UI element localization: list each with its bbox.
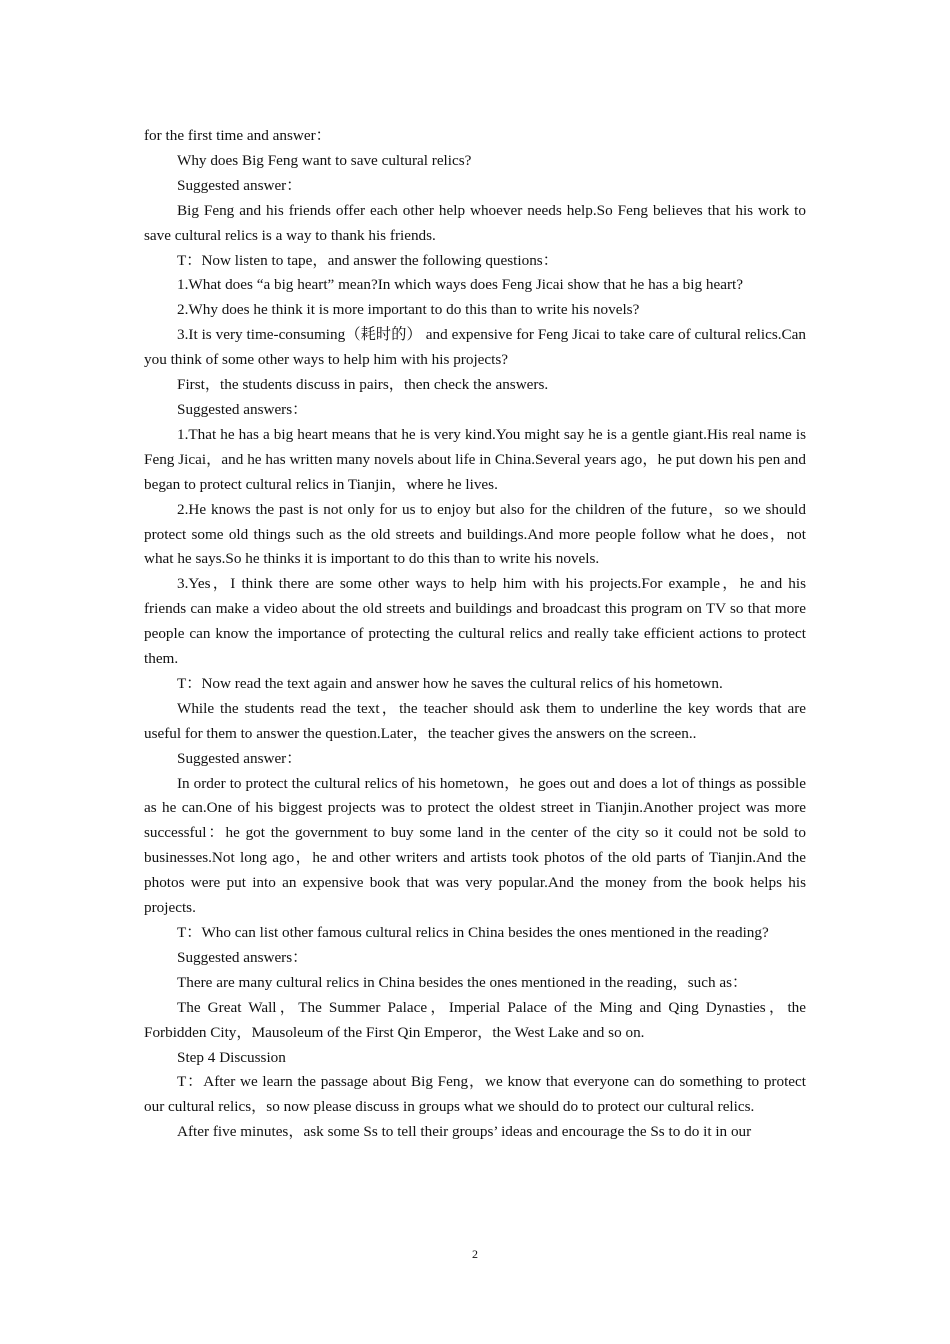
paragraph-label: Suggested answers： xyxy=(177,400,308,418)
paragraph-teacher-instruction: T：Now listen to tape，and answer the following questions： xyxy=(177,251,558,269)
paragraph-answer: There are many cultural relics in China besides the ones mentioned in the reading，such as： xyxy=(177,973,748,991)
paragraph-label: Suggested answer： xyxy=(177,176,302,194)
step-heading: Step 4 Discussion xyxy=(177,1048,286,1066)
paragraph-answer-2: 2.He knows the past is not only for us to enjoy but also for the children of the future，so we should protect some old things such as the old streets and buildings.And more people follow what he does，not what he says.So he thinks it is important to do this than to write his novels. xyxy=(144,500,806,568)
paragraph-answer-3: 3.Yes，I think there are some other ways to help him with his projects.For example，he and his friends can make a video about the old streets and buildings and broadcast this program on TV so that more people can know the importance of protecting the cultural relics and really take efficient actions to protect them. xyxy=(144,575,806,668)
paragraph-relic-list: The Great Wall，The Summer Palace，Imperial Palace of the Ming and Qing Dynasties，the Forbidden City，Mausoleum of the First Qin Emperor，the West Lake and so on. xyxy=(144,998,806,1041)
paragraph-answer-1: 1.That he has a big heart means that he is very kind.You might say he is a gentle giant.His real name is Feng Jicai，and he has written many novels about life in China.Several years ago，he put down his pen and began to protect cultural relics in Tianjin，where he lives. xyxy=(144,425,806,493)
paragraph-question-2: 2.Why does he think it is more important to do this than to write his novels? xyxy=(177,301,640,319)
page-body xyxy=(144,124,806,1145)
paragraph-teacher-question: T：Who can list other famous cultural relics in China besides the ones mentioned in the reading? xyxy=(177,924,769,941)
paragraph-answer: Big Feng and his friends offer each other help whoever needs help.So Feng believes that his work to save cultural relics is a way to thank his friends. xyxy=(144,201,806,244)
page-number: 2 xyxy=(472,1247,478,1261)
paragraph-teacher-instruction: T：After we learn the passage about Big Feng，we know that everyone can do something to protect our cultural relics，so now please discuss in groups what we should do to protect our cultural relics. xyxy=(144,1073,806,1116)
paragraph-instruction: First，the students discuss in pairs，then check the answers. xyxy=(177,376,549,394)
paragraph-question-3: 3.It is very time-consuming（耗时的） and expensive for Feng Jicai to take care of cultural relics.Can you think of some other ways to help him with his projects? xyxy=(144,326,806,369)
paragraph-instruction: While the students read the text，the teacher should ask them to underline the key words that are useful for them to answer the question.Later，the teacher gives the answers on the screen.. xyxy=(144,699,806,742)
paragraph-continuation: for the first time and answer： xyxy=(144,127,331,144)
paragraph-instruction: After five minutes，ask some Ss to tell their groups’ ideas and encourage the Ss to do it in our xyxy=(177,1123,752,1141)
paragraph-teacher-instruction: T：Now read the text again and answer how he saves the cultural relics of his hometown. xyxy=(177,674,723,692)
paragraph-answer: In order to protect the cultural relics of his hometown，he goes out and does a lot of things as possible as he can.One of his biggest projects was to protect the oldest street in Tianjin.Another project was more successful：he got the government to buy some land in the center of the city so it could not be sold to businesses.Not long ago，he and other writers and artists took photos of the old parts of Tianjin.And the photos were put into an expensive book that was very popular.And the money from the book helps his projects. xyxy=(144,774,806,917)
paragraph-question-1: 1.What does “a big heart” mean?In which ways does Feng Jicai show that he has a big heart? xyxy=(177,276,743,294)
paragraph-label: Suggested answer： xyxy=(177,749,302,767)
paragraph-label: Suggested answers： xyxy=(177,948,308,966)
paragraph-question: Why does Big Feng want to save cultural relics? xyxy=(177,151,472,169)
